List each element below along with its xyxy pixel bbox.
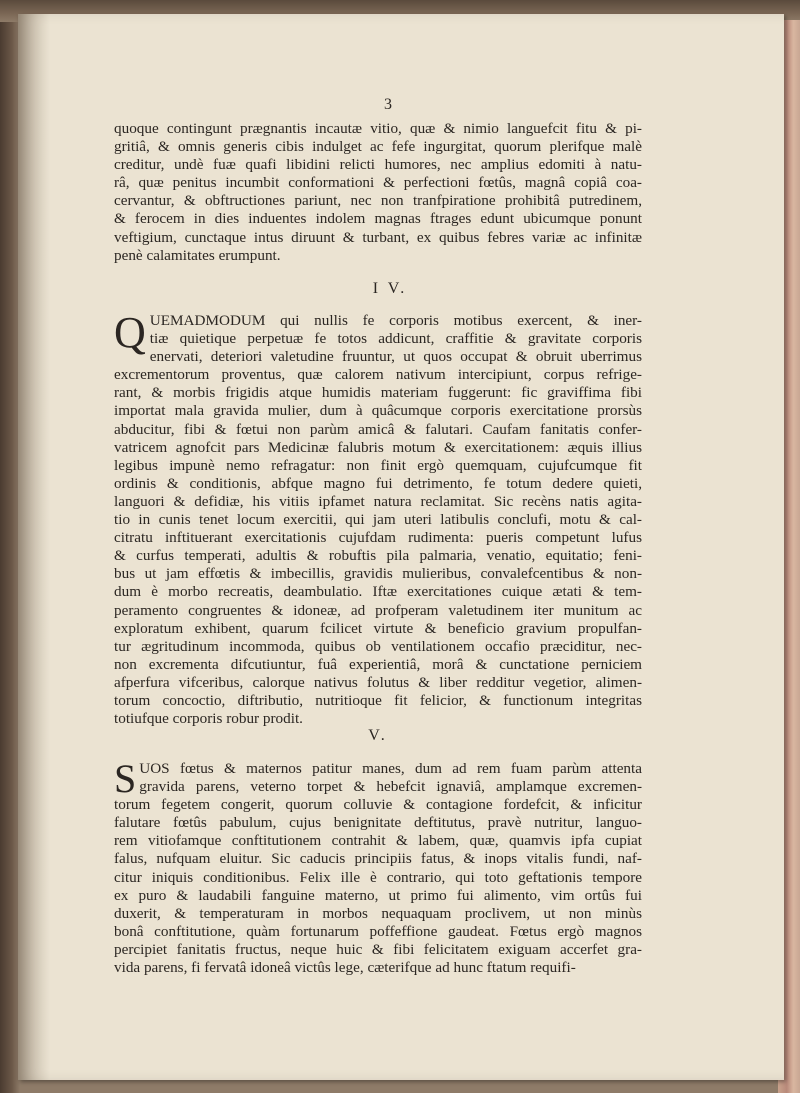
page-gutter-shadow (18, 14, 50, 1080)
text-line: tiæ quietique perpetuæ fe totos addicunt, craffitie & gravitate corporis (149, 330, 642, 348)
text-line: non excrementa difcutiuntur, fuâ experientiâ, morâ & cunctatione perniciem (114, 655, 642, 673)
text-line: exploratum exhibent, quarum fcilicet virtute & beneficio gravium propulfan- (114, 619, 642, 637)
text-line: tio in cunis tenet locum exercitii, qui jam uteri latibulis conclufi, motu & cal- (114, 511, 642, 529)
section-v-dropcap: S (114, 756, 137, 801)
text-line: bonâ conftitutione, quàm fortunarum poffeffione gaudeat. Fœtus ergò magnos (114, 922, 642, 940)
text-line: totiufque corporis robur prodit. (114, 710, 303, 728)
text-line: dum è morbo recreatis, deambulatio. Iftæ exercitationes cuique ætati & tem- (114, 583, 642, 601)
text-line: importat mala gravida mulier, dum à quâcumque corporis exercitatione prorsùs (114, 402, 642, 420)
section-iv-dropcap: Q (114, 308, 146, 357)
intro-paragraph (114, 120, 642, 265)
text-line: citur iniquis conditionibus. Felix ille è contrario, qui toto geftationis tempore (114, 868, 642, 886)
text-line: & ferocem in dies induentes indolem magnas ftrages edunt ubicumque ponunt (114, 210, 642, 228)
section-iv-paragraph (114, 308, 642, 728)
text-line: vatricem agnofcit pars Medicinæ falubris motum & exercitationem: æquis illius (114, 438, 642, 456)
text-line: citratu inftituerant exercitationis cujufdam rudimenta: pueris competunt lufus (114, 529, 642, 547)
text-line: creditur, undè fuæ quafi libidini relicti humores, nec amplius edomiti à natu- (114, 156, 642, 174)
text-line: abducitur, fibi & fœtui non parùm amicâ & falutari. Caufam fanitatis confer- (114, 420, 642, 438)
text-line: gritiâ, & omnis generis cibis indulget ac fefe ingurgitat, quorum plerifque malè (114, 138, 642, 156)
section-v-paragraph (114, 756, 642, 977)
text-line: bus ut jam effœtis & imbecillis, gravidis mulieribus, convalefcentibus & non- (114, 565, 642, 583)
text-line: legibus impunè nemo refragatur: non finit ergò quemquam, cujufcumque fit (114, 456, 642, 474)
text-line: ordinis & conditionis, abfque magno fui detrimento, fe totum dedere quieti, (114, 474, 642, 492)
text-line: peramento congruentes & idoneæ, ad profperam valetudinem iter munitum ac (114, 601, 642, 619)
section-v-heading: V. (368, 727, 388, 744)
text-line: UOS fœtus & maternos patitur manes, dum ad rem fuam parùm attenta (139, 760, 642, 777)
page-number: 3 (384, 96, 392, 113)
text-line: vida parens, fi fervatâ idoneâ victûs lege, cæterifque ad hunc ftatum requifi- (114, 959, 576, 977)
text-line: veftigium, cunctaque intus diruunt & turbant, ex quibus febres variæ ac infinitæ (114, 228, 642, 246)
section-iv-heading: I V. (372, 280, 408, 297)
text-line: rant, & morbis frigidis atque humidis materiam fuggerunt: fic graviffima fibi (114, 384, 642, 402)
text-line: gravida parens, veterno torpet & hebefcit ignaviâ, amplamque excremen- (139, 778, 642, 796)
text-line: enervati, deteriori valetudine fruuntur, ut quos occupat & obruit uberrimus (149, 348, 642, 366)
text-line: & curfus temperati, adultis & robuftis pila palmaria, venatio, equitatio; feni- (114, 547, 642, 565)
text-line: languori & defidiæ, his vitiis ipfamet natura reclamitat. Sic recèns natis agita- (114, 492, 642, 510)
text-line: cervantur, & obftructiones pariunt, nec non tranfpiratione prohibitâ putredinem, (114, 192, 642, 210)
text-line: quoque contingunt prægnantis incautæ vitio, quæ & nimio languefcit fitu & pi- (114, 120, 642, 137)
text-line: torum concoctio, diftributio, nutritioque fit felicior, & functionum integritas (114, 691, 642, 709)
book-spine (0, 0, 20, 1093)
text-line: falus, nufquam eluitur. Sic caducis principiis fatus, & inops vitalis fundi, naf- (114, 850, 642, 868)
text-line: UEMADMODUM qui nullis fe corporis motibus exercent, & iner- (149, 312, 642, 329)
text-line: penè calamitates erumpunt. (114, 246, 281, 264)
text-line: rem vitiofamque conftitutionem contrahit & labem, quæ, quamvis ipfa cupiat (114, 832, 642, 850)
text-line: tur ægritudinum incommoda, quibus ob ventilationem occafio præciditur, nec- (114, 637, 642, 655)
text-line: excrementorum proventus, quæ calorem nativum intercipiunt, corpus refrige- (114, 366, 642, 384)
text-line: ex puro & laudabili fanguine materno, ut primo fui alimento, vim ortûs fui (114, 886, 642, 904)
text-line: duxerit, & temperaturam in morbos nequaquam proclivem, ut non minùs (114, 904, 642, 922)
text-line: torum fegetem congerit, quorum colluvie & contagione fordefcit, & inficitur (114, 796, 642, 814)
text-line: percipiet fanitatis fructus, neque huic & fibi felicitatem exiguam accerfet gra- (114, 940, 642, 958)
text-line: afperfura vifceribus, calorque nativus folutus & liber redditur vegetior, alimen- (114, 673, 642, 691)
text-line: falutare fœtûs pabulum, cujus benignitate deftitutus, pravè nutritur, languo- (114, 814, 642, 832)
text-line: râ, quæ penitus incumbit conformationi & perfectioni fœtûs, magnâ copiâ coa- (114, 174, 642, 192)
